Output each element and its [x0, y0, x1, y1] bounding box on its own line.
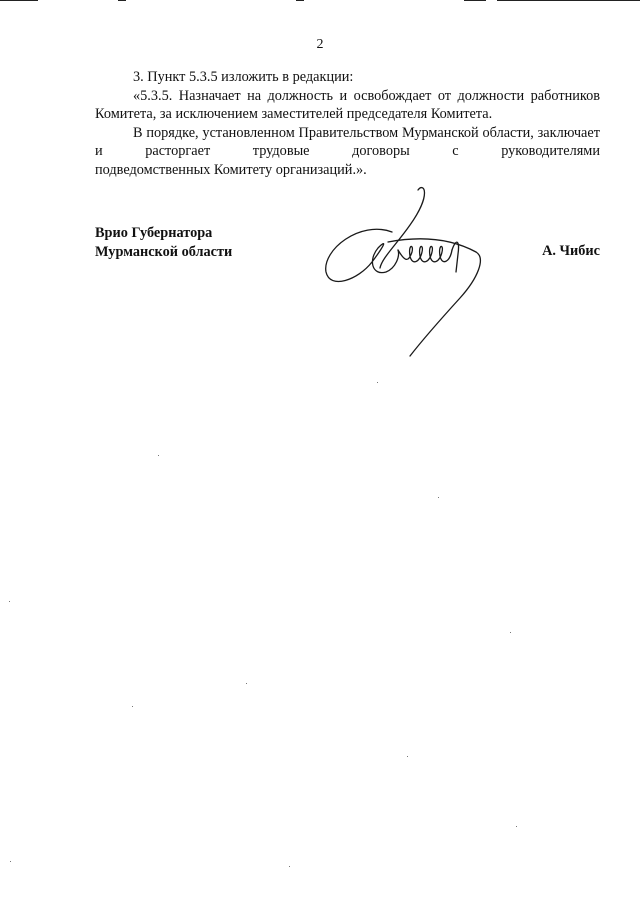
amendment-text — [95, 68, 600, 179]
scan-speck — [246, 683, 247, 684]
paragraph-1: 3. Пункт 5.3.5 изложить в редакции: — [133, 69, 354, 85]
scan-speck — [132, 706, 133, 707]
scan-speck — [516, 826, 517, 827]
signatory-position — [95, 224, 232, 262]
signer-name: А. Чибис — [542, 243, 600, 259]
scan-artifact — [464, 0, 486, 1]
scan-artifact — [497, 0, 640, 1]
scan-artifact — [296, 0, 304, 1]
paragraph-3: В порядке, установленном Правительством Мурманской области, заключает и расторгает трудовые договоры с руководителями — [95, 124, 600, 159]
handwritten-signature — [300, 180, 500, 365]
scan-speck — [438, 497, 439, 498]
scan-speck — [289, 866, 290, 867]
scan-speck — [158, 455, 159, 456]
scan-artifact — [118, 0, 126, 1]
paragraph-3-end: подведомственных Комитету организаций.». — [95, 161, 367, 178]
page-number: 2 — [316, 37, 324, 52]
scan-speck — [407, 756, 408, 757]
scan-speck — [510, 632, 511, 633]
position-line-2: Мурманской области — [95, 244, 233, 260]
scan-speck — [377, 382, 378, 383]
position-line-1: Врио Губернатора — [95, 225, 213, 241]
paragraph-2: «5.3.5. Назначает на должность и освобождает от должности работников Комитета, за исключением заместителей председателя Комитета. — [95, 87, 600, 122]
scan-speck — [9, 601, 10, 602]
scan-artifact — [0, 0, 38, 1]
scan-speck — [10, 861, 11, 862]
